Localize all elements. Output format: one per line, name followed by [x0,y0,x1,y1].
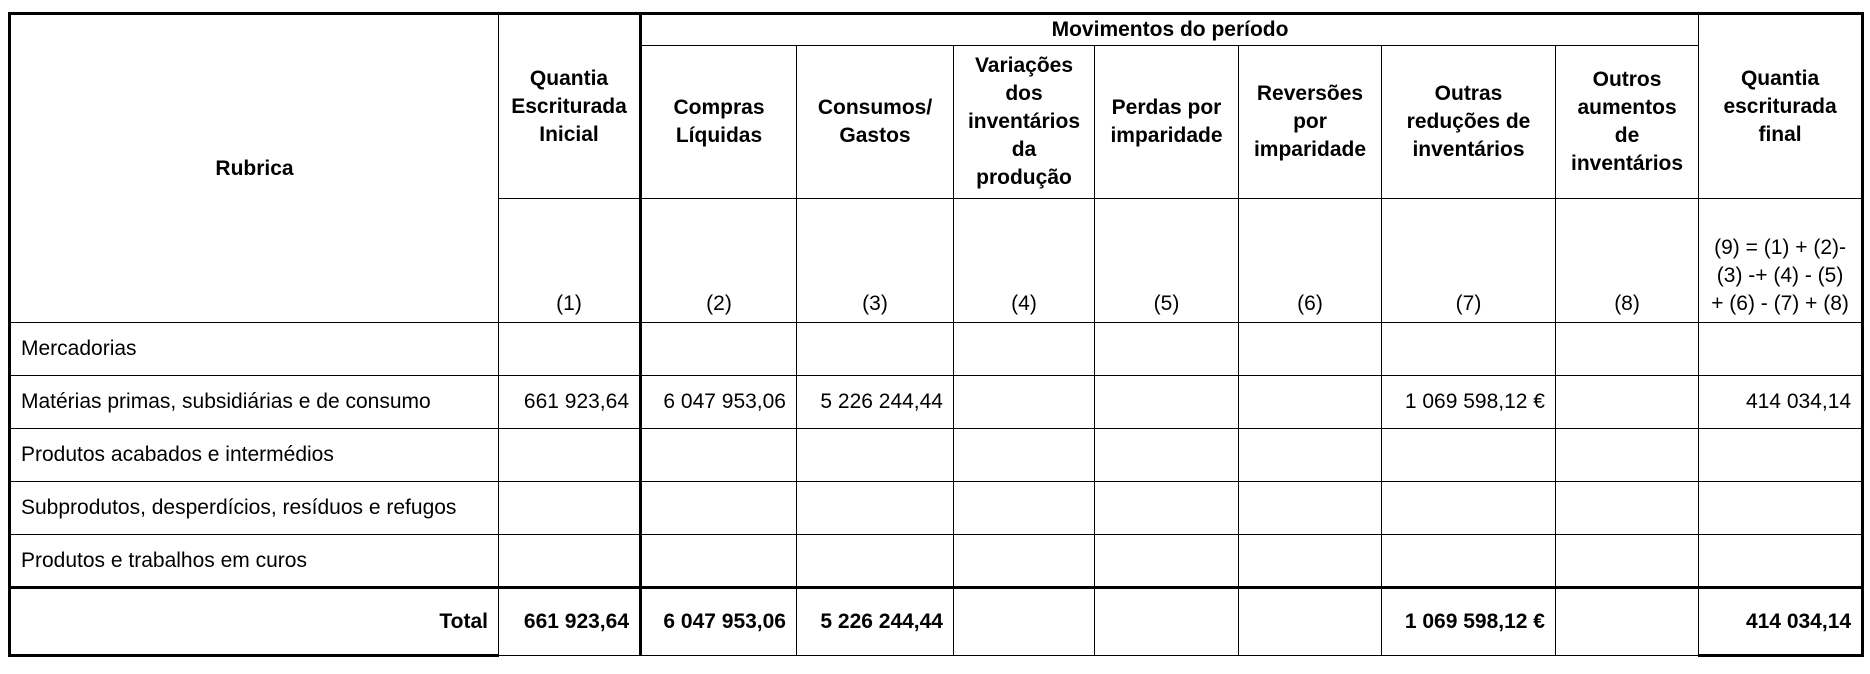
header-rubrica: Rubrica [10,14,499,323]
code-4: (4) [954,199,1095,323]
code-7: (7) [1382,199,1556,323]
cell-outras-reducoes: 1 069 598,12 € [1382,376,1556,429]
cell-reversoes [1239,482,1382,535]
row-label: Produtos e trabalhos em curos [10,535,499,588]
cell-outras-reducoes [1382,429,1556,482]
cell-outros-aumentos [1556,376,1699,429]
total-perdas [1095,588,1239,656]
inventory-movements-table [8,12,1864,657]
total-variacoes [954,588,1095,656]
cell-compras [641,482,797,535]
cell-reversoes [1239,376,1382,429]
total-label: Total [10,588,499,656]
code-3: (3) [797,199,954,323]
cell-reversoes [1239,535,1382,588]
cell-compras [641,535,797,588]
cell-outros-aumentos [1556,429,1699,482]
header-consumos: Consumos/ Gastos [797,46,954,199]
cell-compras [641,429,797,482]
cell-compras: 6 047 953,06 [641,376,797,429]
header-reversoes: Reversões por imparidade [1239,46,1382,199]
cell-quantia-inicial [499,535,641,588]
cell-perdas [1095,429,1239,482]
code-2: (2) [641,199,797,323]
cell-perdas [1095,482,1239,535]
cell-perdas [1095,323,1239,376]
cell-quantia-inicial: 661 923,64 [499,376,641,429]
code-8: (8) [1556,199,1699,323]
cell-quantia-inicial [499,323,641,376]
cell-consumos: 5 226 244,44 [797,376,954,429]
header-compras: Compras Líquidas [641,46,797,199]
cell-outras-reducoes [1382,482,1556,535]
cell-perdas [1095,376,1239,429]
cell-reversoes [1239,429,1382,482]
header-movimentos: Movimentos do período [641,14,1699,46]
table-row [10,376,1863,429]
row-label: Produtos acabados e intermédios [10,429,499,482]
total-quantia-final: 414 034,14 [1699,588,1863,656]
code-6: (6) [1239,199,1382,323]
cell-consumos [797,323,954,376]
cell-variacoes [954,535,1095,588]
header-outros-aumentos: Outros aumentos de inventários [1556,46,1699,199]
cell-consumos [797,482,954,535]
table-row [10,482,1863,535]
cell-quantia-inicial [499,482,641,535]
header-quantia-inicial: Quantia Escriturada Inicial [499,14,641,199]
cell-outros-aumentos [1556,535,1699,588]
cell-quantia-final [1699,323,1863,376]
total-reversoes [1239,588,1382,656]
cell-compras [641,323,797,376]
header-quantia-final: Quantia escriturada final [1699,14,1863,199]
cell-quantia-final [1699,429,1863,482]
code-9: (9) = (1) + (2)- (3) -+ (4) - (5) + (6) - (7) + (8) [1699,199,1863,323]
cell-quantia-final: 414 034,14 [1699,376,1863,429]
header-variacoes: Variações dos inventários da produção [954,46,1095,199]
cell-variacoes [954,482,1095,535]
table-row [10,323,1863,376]
cell-consumos [797,429,954,482]
total-row [10,588,1863,656]
cell-variacoes [954,323,1095,376]
cell-variacoes [954,429,1095,482]
total-outras-reducoes: 1 069 598,12 € [1382,588,1556,656]
cell-outras-reducoes [1382,323,1556,376]
cell-reversoes [1239,323,1382,376]
total-compras: 6 047 953,06 [641,588,797,656]
row-label: Mercadorias [10,323,499,376]
table-row [10,429,1863,482]
total-quantia-inicial: 661 923,64 [499,588,641,656]
header-perdas: Perdas por imparidade [1095,46,1239,199]
code-5: (5) [1095,199,1239,323]
cell-quantia-final [1699,535,1863,588]
cell-quantia-final [1699,482,1863,535]
cell-outros-aumentos [1556,323,1699,376]
cell-consumos [797,535,954,588]
cell-outros-aumentos [1556,482,1699,535]
cell-variacoes [954,376,1095,429]
total-consumos: 5 226 244,44 [797,588,954,656]
row-label: Subprodutos, desperdícios, resíduos e refugos [10,482,499,535]
header-outras-reducoes: Outras reduções de inventários [1382,46,1556,199]
cell-outras-reducoes [1382,535,1556,588]
cell-perdas [1095,535,1239,588]
total-outros-aumentos [1556,588,1699,656]
row-label: Matérias primas, subsidiárias e de consumo [10,376,499,429]
table-row [10,535,1863,588]
code-1: (1) [499,199,641,323]
cell-quantia-inicial [499,429,641,482]
